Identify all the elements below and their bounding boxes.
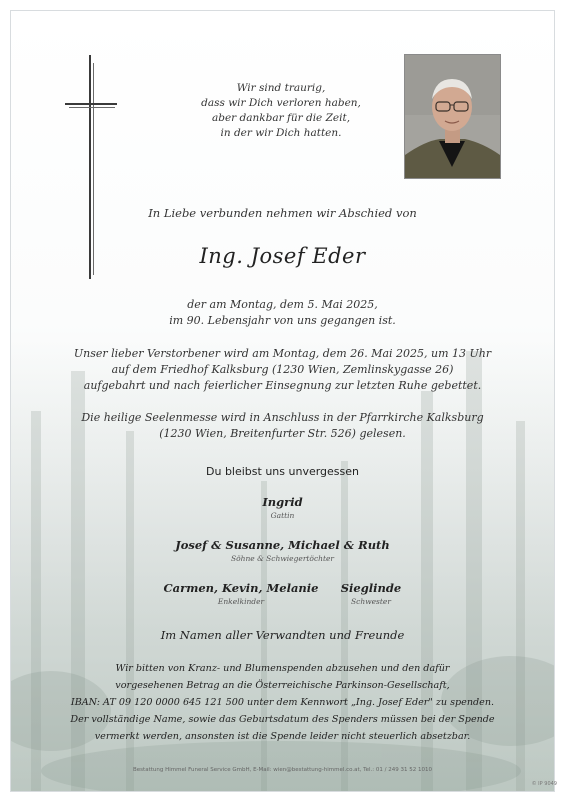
mourner-name: Ingrid [262,495,303,509]
all-relatives: Im Namen aller Verwandten und Freunde [160,628,405,642]
death-info-line: der am Montag, dem 5. Mai 2025, [187,298,378,311]
mourner-relation: Söhne & Schwiegertöchter [230,554,335,563]
mourner-relation: Schwester [351,597,391,606]
donation-line: Der vollständige Name, sowie das Geburtsdatum des Spenders müssen bei der Spende [70,714,495,725]
page-code: © IP 9049 [531,781,557,787]
funeral-details [11,346,554,394]
poem-line: aber dankbar für die Zeit, [211,112,351,124]
cross-horizontal [65,103,117,105]
mourner-name: Carmen, Kevin, Melanie [163,581,319,595]
death-info [11,297,554,329]
funeral-line: Unser lieber Verstorbener wird am Montag, dem 26. Mai 2025, um 13 Uhr [73,347,492,360]
donation-notice [11,660,554,745]
mourner-name: Josef & Susanne, Michael & Ruth [175,538,390,552]
deceased-name: Ing. Josef Eder [199,244,366,268]
mourner-relation: Enkelkinder [217,597,265,606]
cross-horizontal-shadow [69,107,115,108]
donation-line: vermerkt werden, ansonsten ist die Spende leider nicht steuerlich absetzbar. [94,731,471,742]
donation-line: Wir bitten von Kranz- und Blumenspenden abzusehen und den dafür [115,663,450,674]
mourner-name: Sieglinde [340,581,402,595]
mourner-sister [321,581,421,606]
mourner-widow [11,495,554,520]
donation-line: vorgesehenen Betrag an die Österreichische Parkinson-Gesellschaft, [115,680,450,691]
poem-line: dass wir Dich verloren haben, [201,97,361,109]
mass-line: (1230 Wien, Breitenfurter Str. 526) gelesen. [159,427,406,440]
death-info-line: im 90. Lebensjahr von uns gegangen ist. [169,314,396,327]
obituary-card [10,10,555,792]
mourner-sons [11,538,554,563]
donation-line: IBAN: AT 09 120 0000 645 121 500 unter dem Kennwort „Ing. Josef Eder" zu spenden. [70,697,495,708]
farewell-intro: In Liebe verbunden nehmen wir Abschied von [148,206,417,220]
mass-details [11,410,554,442]
funeral-line: auf dem Friedhof Kalksburg (1230 Wien, Zemlinskygasse 26) [111,363,454,376]
mourner-grandchildren [161,581,321,606]
funeral-line: aufgebahrt und nach feierlicher Einsegnung zur letzten Ruhe gebettet. [83,379,482,392]
mourner-relation: Gattin [270,511,295,520]
portrait-image [405,55,500,178]
portrait-photo [404,54,501,179]
poem-line: Wir sind traurig, [236,82,326,94]
remember-heading: Du bleibst uns unvergessen [206,465,359,478]
mass-line: Die heilige Seelenmesse wird in Anschluss in der Pfarrkirche Kalksburg [81,411,484,424]
poem-line: in der wir Dich hatten. [220,127,342,139]
poem [181,81,381,141]
funeral-home-footer: Bestattung Himmel Funeral Service GmbH, E-Mail: wien@bestattung-himmel.co.at, Tel.: 01 / 249 31 52 1010 [133,767,432,773]
